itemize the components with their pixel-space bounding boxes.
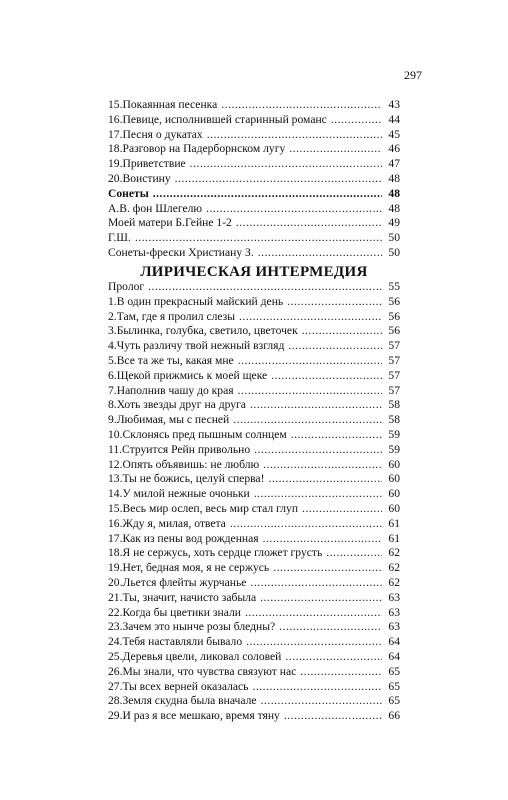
toc-entry [108,413,400,428]
toc-leader-dots [289,142,382,157]
toc-entry [108,157,400,172]
toc-entry-title: 15.Весь мир ослеп, весь мир стал глуп [108,501,299,515]
toc-entry-title: Пролог [108,280,145,293]
toc-entry-title: 10.Склонясь пред пышным солнцем [108,427,287,441]
toc-entry [108,443,400,458]
toc-entry [108,172,400,187]
toc-entry [108,517,400,532]
toc-entry-title: А.В. фон Шлегелю [108,201,203,215]
toc-top-list [108,98,400,261]
toc-leader-dots [263,458,382,473]
toc-entry-page: 57 [388,383,400,397]
toc-entry-page: 58 [388,413,400,427]
toc-entry [108,694,400,709]
toc-entry-title: Сонеты-фрески Христиану З. [108,245,254,259]
toc-leader-dots [284,709,382,724]
toc-leader-dots [287,295,382,310]
toc-entry-title: 29.И раз я все мешкаю, время тяну [108,709,280,723]
toc-entry-title: 26.Мы знали, что чувства связуют нас [108,664,297,678]
toc-leader-dots [239,310,382,325]
toc-entry-page: 65 [388,679,400,693]
toc-entry-page: 50 [388,231,400,245]
toc-entry-title: 16.Жду я, милая, ответа [108,516,226,530]
toc-entry [108,532,400,547]
toc-leader-dots [190,157,382,172]
toc-entry-page: 60 [388,457,400,471]
toc-entry-page: 57 [388,353,400,367]
toc-leader-dots [260,591,382,606]
toc-entry-title: 11.Струится Рейн привольно [108,442,251,456]
toc-entry-title: 20.Воистину [108,171,171,185]
toc-entry [108,216,400,231]
toc-entry-title: 17.Как из пены вод рожденная [108,531,259,545]
toc-leader-dots [206,202,382,217]
toc-leader-dots [285,650,382,665]
toc-leader-dots [271,369,382,384]
toc-entry-title: 20.Льется флейты журчанье [108,575,247,589]
toc-leader-dots [288,339,382,354]
toc-bottom-list [108,280,400,724]
toc-entry-title: 21.Ты, значит, начисто забыла [108,590,257,604]
toc-entry [108,98,400,113]
toc-leader-dots [246,635,382,650]
toc-entry [108,576,400,591]
toc-entry [108,324,400,339]
toc-entry [108,472,400,487]
toc-entry-page: 48 [388,171,400,185]
toc-entry-page: 48 [388,186,400,200]
toc-entry-title: 3.Былинка, голубка, светило, цветочек [108,324,298,338]
toc-leader-dots [263,532,382,547]
toc-entry [108,561,400,576]
toc-entry [108,487,400,502]
toc-leader-dots [258,246,382,261]
toc-entry-title: 17.Песня о дукатах [108,127,203,141]
toc-entry-title: 19.Приветствие [108,157,186,171]
toc-leader-dots [236,216,382,231]
toc-entry-title: 18.Разговор на Падерборнском лугу [108,142,286,156]
toc-entry-page: 63 [388,590,400,604]
toc-entry [108,280,400,295]
toc-entry-title: 2.Там, где я пролил слезы [108,309,236,323]
toc-leader-dots [245,606,382,621]
toc-entry [108,187,400,202]
toc-entry-title: 23.Зачем это нынче розы бледны? [108,620,276,634]
toc-leader-dots [300,665,382,680]
toc-leader-dots [207,128,382,143]
toc-leader-dots [221,98,382,113]
toc-entry-page: 46 [388,142,400,156]
toc-entry-title: 7.Наполнив чашу до края [108,383,234,397]
toc-entry-page: 63 [388,605,400,619]
toc-entry [108,202,400,217]
toc-entry-page: 47 [388,157,400,171]
toc-entry-page: 62 [388,546,400,560]
toc-entry-page: 64 [388,635,400,649]
toc-entry [108,709,400,724]
toc-entry-title: 1.В один прекрасный майский день [108,294,284,308]
toc-leader-dots [331,113,382,128]
toc-entry [108,620,400,635]
page-number: 297 [404,68,422,82]
toc-entry-title: 22.Когда бы цветики знали [108,605,241,619]
toc-entry-page: 45 [388,127,400,141]
toc-leader-dots [230,517,382,532]
toc-entry-title: 15.Покаянная песенка [108,98,218,111]
toc-entry-page: 56 [388,294,400,308]
toc-leader-dots [238,384,382,399]
toc-entry-page: 62 [388,575,400,589]
toc-entry-page: 64 [388,649,400,663]
toc-entry [108,231,400,246]
toc-entry-page: 60 [388,501,400,515]
toc-entry-title: 28.Земля скудна была вначале [108,694,257,708]
toc-entry-page: 62 [388,561,400,575]
toc-entry-page: 61 [388,516,400,530]
toc-entry-page: 43 [388,98,400,111]
toc-leader-dots [135,231,382,246]
toc-entry-title: Сонеты [108,186,149,200]
toc-entry [108,680,400,695]
toc-leader-dots [268,472,382,487]
toc-entry-title: 5.Все та же ты, какая мне [108,353,234,367]
toc-entry-title: Моей матери Б.Гейне 1-2 [108,216,232,230]
toc-entry [108,591,400,606]
toc-entry-page: 48 [388,201,400,215]
toc-entry-page: 55 [388,280,400,293]
toc-entry-title: 16.Певице, исполнившей старинный романс [108,112,327,126]
toc-leader-dots [233,413,382,428]
toc-entry [108,310,400,325]
toc-entry [108,650,400,665]
toc-entry-page: 59 [388,427,400,441]
toc-entry [108,295,400,310]
toc-leader-dots [148,280,382,295]
toc-leader-dots [250,576,382,591]
toc-leader-dots [238,354,382,369]
toc-entry [108,246,400,261]
toc-entry-title: 8.Хоть звезды друг на друга [108,398,246,412]
toc-entry [108,635,400,650]
toc-entry-page: 59 [388,442,400,456]
toc-entry [108,369,400,384]
toc-entry-page: 57 [388,339,400,353]
toc-entry [108,502,400,517]
toc-entry-title: 12.Опять объявишь: не люблю [108,457,260,471]
toc-entry [108,384,400,399]
toc-entry-page: 56 [388,324,400,338]
toc-entry [108,142,400,157]
toc-leader-dots [326,546,382,561]
toc-entry-title: 18.Я не сержусь, хоть сердце гложет грусть [108,546,323,560]
toc-entry-title: Г.Ш. [108,231,131,245]
toc-entry-page: 61 [388,531,400,545]
toc-leader-dots [175,172,382,187]
toc-entry-title: 19.Нет, бедная моя, я не сержусь [108,561,270,575]
toc-entry-page: 57 [388,368,400,382]
toc-entry-title: 24.Тебя наставляли бывало [108,635,243,649]
toc-entry-page: 44 [388,112,400,126]
toc-entry [108,428,400,443]
toc-leader-dots [261,694,382,709]
toc-entry-page: 60 [388,472,400,486]
toc-entry [108,458,400,473]
toc-leader-dots [250,398,382,413]
toc-entry-title: 14.У милой нежные очоньки [108,487,250,501]
toc-entry-page: 66 [388,709,400,723]
toc-entry-title: 9.Любимая, мы с песней [108,413,230,427]
toc-entry-title: 27.Ты всех верней оказалась [108,679,249,693]
toc-entry-title: 25.Деревья цвели, ликовал соловей [108,649,282,663]
section-heading: ЛИРИЧЕСКАЯ ИНТЕРМЕДИЯ [140,264,368,280]
toc-leader-dots [153,187,382,202]
toc-leader-dots [291,428,382,443]
toc-leader-dots [279,620,382,635]
toc-entry [108,606,400,621]
toc-entry [108,398,400,413]
toc-entry [108,546,400,561]
toc-leader-dots [252,680,382,695]
toc-entry [108,665,400,680]
toc-leader-dots [302,324,382,339]
toc-leader-dots [254,443,382,458]
toc-entry-page: 65 [388,694,400,708]
toc-leader-dots [254,487,382,502]
toc-entry-page: 63 [388,620,400,634]
toc-entry-page: 58 [388,398,400,412]
toc-entry-page: 56 [388,309,400,323]
toc-leader-dots [302,502,382,517]
toc-leader-dots [273,561,382,576]
toc-entry-title: 13.Ты не божись, целуй сперва! [108,472,265,486]
toc-entry [108,128,400,143]
toc-entry-page: 49 [388,216,400,230]
toc-entry-title: 6.Щекой прижмись к моей щеке [108,368,268,382]
toc-entry [108,354,400,369]
toc-entry [108,113,400,128]
toc-entry-page: 50 [388,245,400,259]
toc-entry-page: 60 [388,487,400,501]
toc-entry [108,339,400,354]
toc-entry-title: 4.Чуть различу твой нежный взгляд [108,339,285,353]
toc-entry-page: 65 [388,664,400,678]
